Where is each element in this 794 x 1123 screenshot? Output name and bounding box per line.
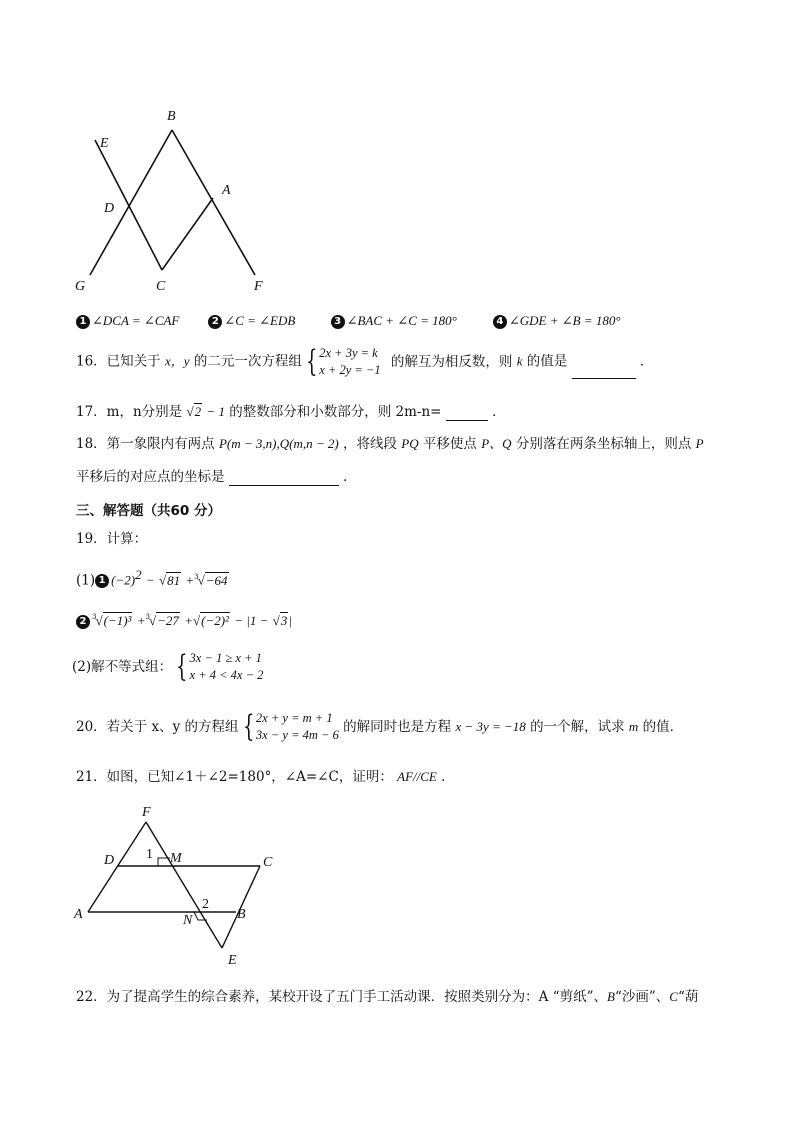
question-18-line1: 18．第一象限内有两点 P(m − 3,n),Q(m,n − 2) ，将线段 PQ 平移使点 P、Q 分别落在两条坐标轴上，则点 P: [76, 436, 704, 452]
question-20: 20．若关于 x、y 的方程组 { 2x + y = m + 1 3x − y = 4m − 6 的解同时也是方程 x − 3y = −18 的一个解，试求 m 的值．: [76, 709, 684, 744]
question-17: 17．m，n分别是 √2 − 1 的整数部分和小数部分，则 2m-n= ．: [76, 404, 506, 420]
answer-blank-17[interactable]: [446, 406, 488, 421]
option-2: 2 ∠C = ∠EDB: [208, 312, 326, 330]
question-22: 22．为了提高学生的综合素养，某校开设了五门手工活动课．按照类别分为：A “剪纸”、B“沙画”、C“葫: [76, 989, 699, 1005]
question-19-part2: 2 $^3$√(−1)³ +$^3$√−27 +√(−2)² − |1 − √3|: [76, 608, 292, 630]
line-G-B: [90, 130, 172, 275]
label-N: N: [183, 913, 193, 928]
label-D: D: [104, 853, 115, 868]
figure-parallelogram-1: [60, 100, 290, 300]
label-2: 2: [202, 897, 209, 912]
label-1: 1: [146, 847, 153, 862]
question-18-line2: 平移后的对应点的坐标是 ．: [76, 469, 357, 485]
option-4: 4 ∠GDE + ∠B = 180°: [493, 312, 621, 330]
label-F: F: [254, 279, 263, 294]
label-B: B: [237, 907, 246, 922]
label-G: G: [75, 279, 86, 294]
label-M: M: [170, 851, 182, 866]
label-C: C: [263, 855, 273, 870]
label-C: C: [156, 279, 166, 294]
label-E: E: [100, 136, 109, 151]
answer-blank-18[interactable]: [229, 471, 339, 486]
question-16: 16．已知关于 x，y 的二元一次方程组 { 2x + 3y = k x + 2y = −1 的解互为相反数，则 k 的值是 ．: [76, 344, 654, 379]
answer-blank-16[interactable]: [572, 364, 636, 379]
question-19-part3: (2)解不等式组： { 3x − 1 ≥ x + 1 x + 4 < 4x − 2: [72, 649, 264, 684]
label-A: A: [222, 183, 231, 198]
line-A-F: [88, 822, 146, 912]
line-F-E: [146, 822, 222, 948]
label-D: D: [104, 201, 115, 216]
question-19-part1: (1) 1 $(-2)^2 - √81 +^3√-64$: [76, 567, 228, 589]
label-E: E: [228, 953, 237, 968]
label-A: A: [74, 907, 83, 922]
option-1: 1 ∠DCA = ∠CAF: [76, 312, 204, 330]
section-title-3: 三、解答题（共60 分）: [76, 503, 221, 519]
question-21: 21．如图，已知∠1＋∠2=180°，∠A=∠C，证明： AF//CE ．: [76, 769, 455, 785]
label-B: B: [167, 109, 176, 124]
line-C-A: [162, 198, 213, 270]
q15-options: [76, 312, 621, 330]
question-19-title: 19．计算：: [76, 531, 148, 547]
label-F: F: [142, 805, 151, 820]
option-3: 3 ∠BAC + ∠C = 180°: [331, 312, 489, 330]
line-B-F: [172, 130, 255, 275]
figure-parallel-lines-2: [70, 800, 290, 972]
